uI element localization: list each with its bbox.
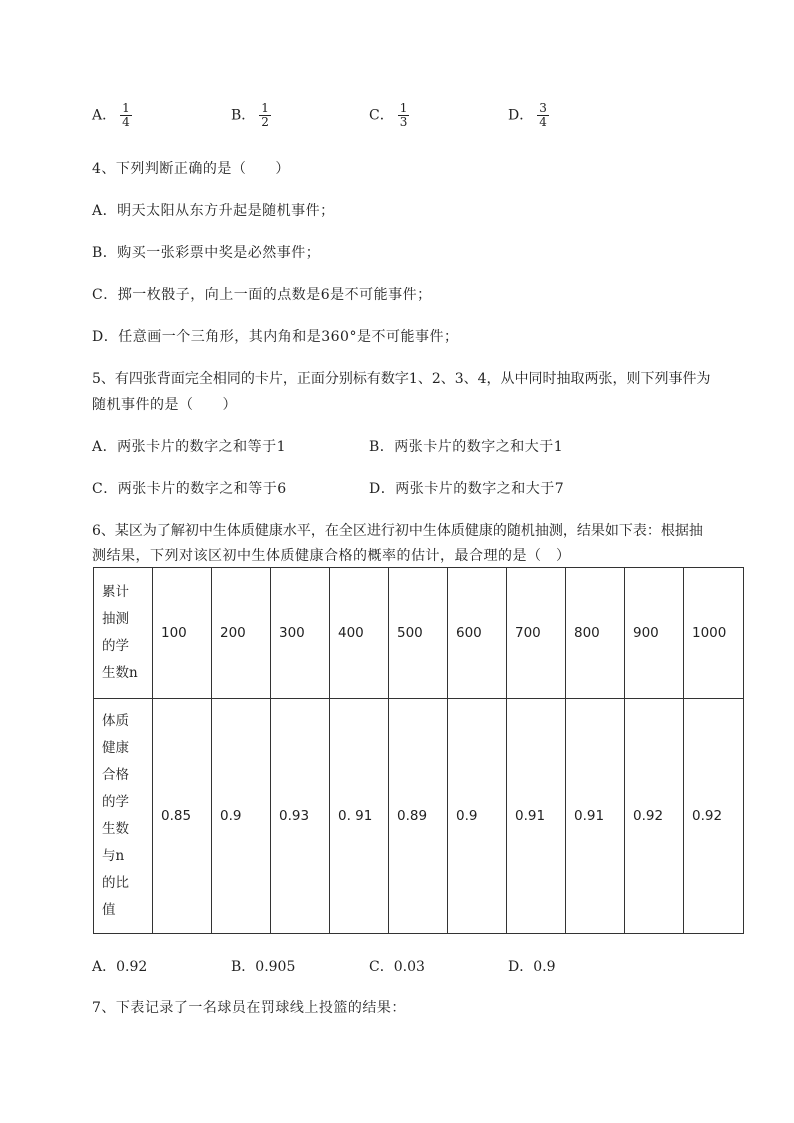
q5-stem-line1: 5、有四张背面完全相同的卡片，正面分别标有数字1、2、3、4，从中同时抽取两张，则下列事件为 xyxy=(92,371,711,387)
table-cell: 0.9 xyxy=(448,699,507,934)
table-cell: 900 xyxy=(625,568,684,699)
q4-option-b: B．购买一张彩票中奖是必然事件； xyxy=(92,245,321,261)
q3-option-d-denominator: 4 xyxy=(539,115,547,129)
table-cell: 0.91 xyxy=(566,699,625,934)
q6-option-b: B．0.905 xyxy=(231,959,296,975)
table-cell: 800 xyxy=(566,568,625,699)
q6-data-table xyxy=(93,567,744,934)
table-cell: 300 xyxy=(271,568,330,699)
q3-option-a-numerator: 1 xyxy=(122,101,130,115)
table-header-sample-count xyxy=(94,568,153,699)
q3-option-b-letter: B． xyxy=(231,107,256,124)
q4-option-a: A．明天太阳从东方升起是随机事件； xyxy=(92,203,335,219)
table-cell: 0.85 xyxy=(153,699,212,934)
q3-option-d-numerator: 3 xyxy=(539,101,547,115)
q3-option-a-fraction xyxy=(120,102,132,129)
q3-option-d xyxy=(508,102,549,129)
table-cell: 0.91 xyxy=(507,699,566,934)
table-cell: 0. 91 xyxy=(330,699,389,934)
table-cell: 200 xyxy=(212,568,271,699)
q3-option-c xyxy=(369,102,409,129)
q3-option-d-fraction xyxy=(537,102,549,129)
table-cell: 0.9 xyxy=(212,699,271,934)
q3-option-b-fraction xyxy=(259,102,271,129)
table-header-pass-ratio xyxy=(94,699,153,934)
table-cell: 100 xyxy=(153,568,212,699)
q3-option-b-denominator: 2 xyxy=(261,115,269,129)
q5-option-d: D．两张卡片的数字之和大于7 xyxy=(369,481,565,497)
q3-option-b-numerator: 1 xyxy=(261,101,269,115)
table-cell: 0.92 xyxy=(625,699,684,934)
q6-option-a: A．0.92 xyxy=(92,959,148,975)
q3-option-d-letter: D． xyxy=(508,107,534,124)
q6-stem-line2: 测结果，下列对该区初中生体质健康合格的概率的估计，最合理的是（ ） xyxy=(92,548,571,564)
q3-option-c-fraction xyxy=(398,102,410,129)
q3-option-a-denominator: 4 xyxy=(122,115,130,129)
q3-option-a-letter: A． xyxy=(92,107,117,124)
q6-stem-line1: 6、某区为了解初中生体质健康水平，在全区进行初中生体质健康的随机抽测，结果如下表：根据抽 xyxy=(92,523,703,539)
q5-stem-line2: 随机事件的是（ ） xyxy=(92,397,237,413)
q3-option-c-letter: C． xyxy=(369,107,394,124)
q3-option-c-denominator: 3 xyxy=(399,115,408,129)
table-cell: 700 xyxy=(507,568,566,699)
q7-stem: 7、下表记录了一名球员在罚球线上投篮的结果： xyxy=(92,1000,406,1016)
q3-option-a xyxy=(92,102,132,129)
table-header-sample-count-text: 累计 抽测 的学 生数n xyxy=(102,584,138,681)
q3-option-c-numerator: 1 xyxy=(399,101,408,115)
table-cell: 500 xyxy=(389,568,448,699)
q5-option-b: B．两张卡片的数字之和大于1 xyxy=(369,439,564,455)
q5-option-c: C．两张卡片的数字之和等于6 xyxy=(92,481,287,497)
q4-option-d: D．任意画一个三角形，其内角和是360°是不可能事件； xyxy=(92,329,459,345)
table-header-pass-ratio-text: 体质 健康 合格 的学 生数 与n 的比 值 xyxy=(102,713,129,918)
table-row-pass-ratio xyxy=(94,699,744,934)
q4-stem: 4、下列判断正确的是（ ） xyxy=(92,161,290,177)
q6-option-d: D．0.9 xyxy=(508,959,556,975)
table-cell: 0.93 xyxy=(271,699,330,934)
table-cell: 0.92 xyxy=(684,699,744,934)
q3-option-b xyxy=(231,102,271,129)
table-cell: 1000 xyxy=(684,568,744,699)
q5-option-a: A．两张卡片的数字之和等于1 xyxy=(92,439,287,455)
table-cell: 600 xyxy=(448,568,507,699)
table-cell: 0.89 xyxy=(389,699,448,934)
q4-option-c: C．掷一枚骰子，向上一面的点数是6是不可能事件； xyxy=(92,287,432,303)
q6-option-c: C．0.03 xyxy=(369,959,425,975)
table-cell: 400 xyxy=(330,568,389,699)
table-row-sample-count xyxy=(94,568,744,699)
